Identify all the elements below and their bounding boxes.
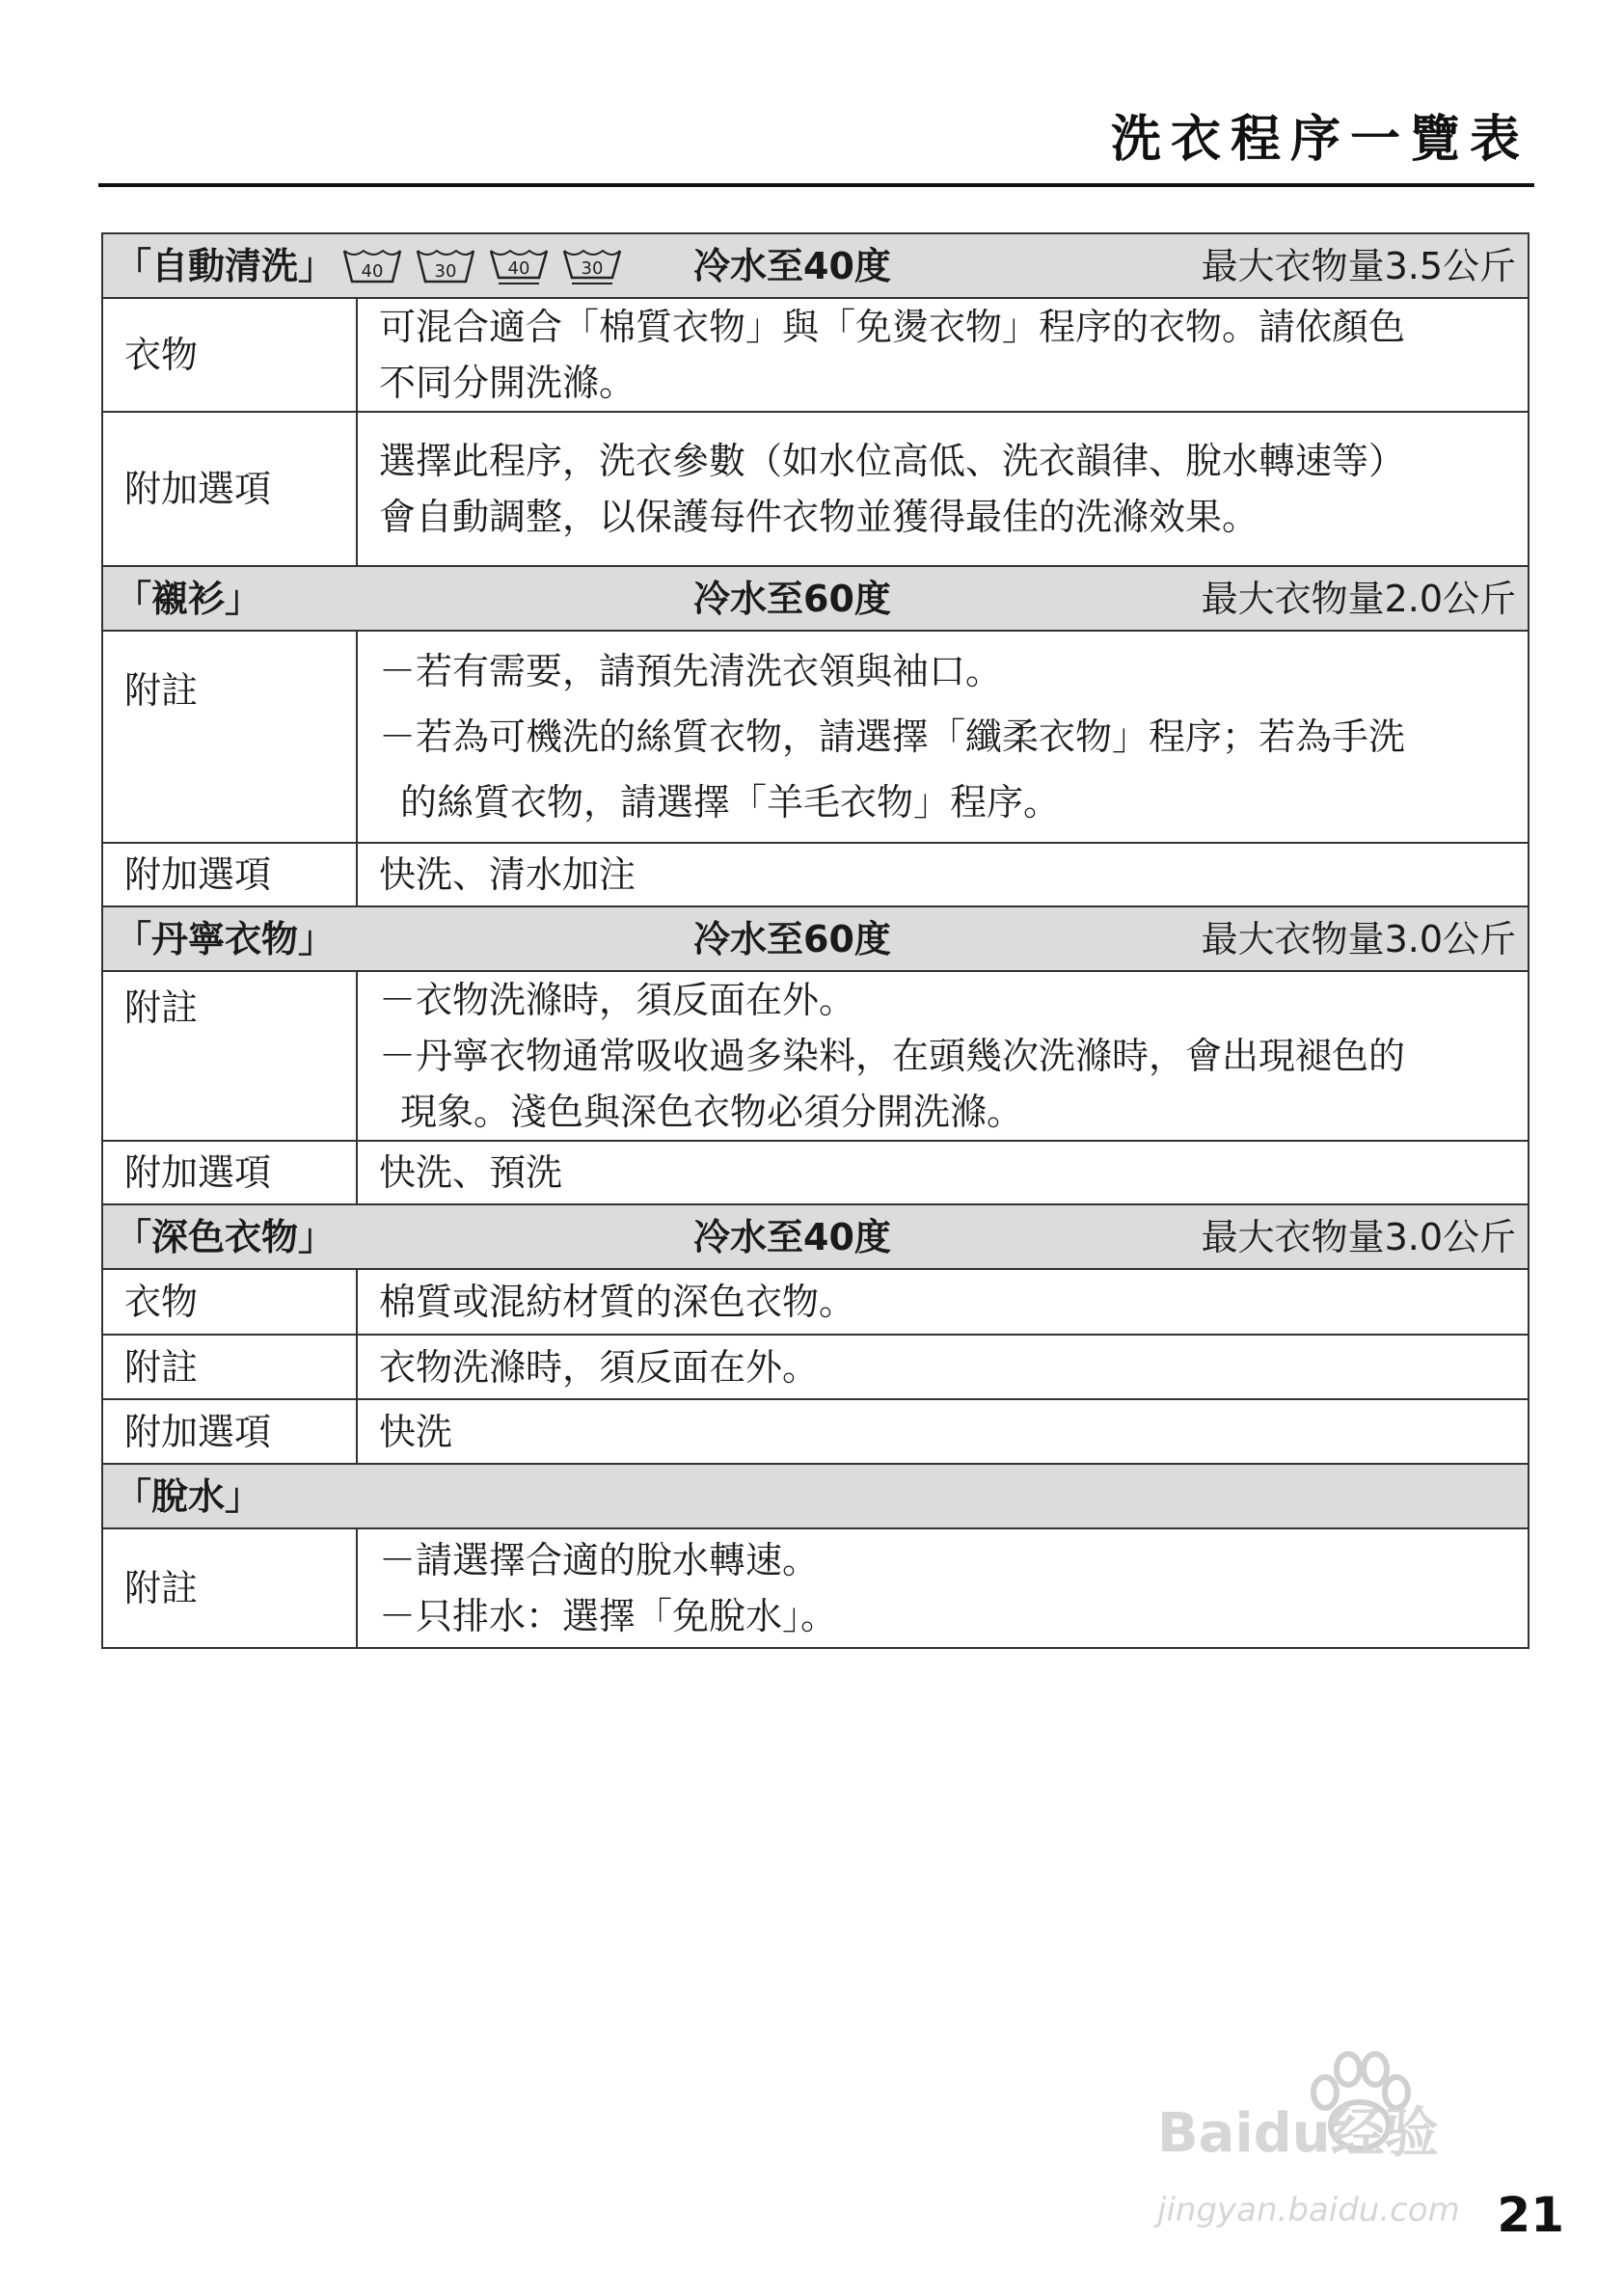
watermark-url: jingyan.baidu.com [1157, 2191, 1460, 2229]
wash-tub-icon [416, 247, 475, 285]
row-label: 衣物 [102, 298, 357, 412]
row-line: 衣物洗滌時，須反面在外。 [379, 1345, 820, 1389]
row-content [357, 298, 1529, 412]
row-line: 選擇此程序，洗衣參數（如水位高低、洗衣韻律、脫水轉速等） [379, 440, 1406, 482]
row-line: －請選擇合適的脫水轉速。 [379, 1539, 820, 1581]
program-name: 「自動清洗」 [115, 244, 336, 287]
program-max-load: 最大衣物量3.5公斤 [1201, 244, 1516, 287]
program-header-spin [102, 1464, 1529, 1528]
row-line: －丹寧衣物通常吸收過多染料，在頭幾次洗滌時，會出現褪色的 [379, 1035, 1406, 1077]
row-line: －若有需要，請預先清洗衣領與袖口。 [379, 650, 1003, 692]
program-row [102, 843, 1529, 906]
row-line: 快洗 [379, 1410, 453, 1453]
row-label: 附加選項 [102, 1141, 357, 1204]
program-row [102, 971, 1529, 1141]
program-temp: 冷水至60度 [693, 917, 891, 960]
row-line: 快洗、清水加注 [379, 853, 636, 896]
svg-text:30: 30 [434, 260, 457, 282]
svg-text:30: 30 [581, 257, 604, 279]
row-label: 附註 [102, 1335, 357, 1399]
program-row [102, 412, 1529, 566]
row-content [357, 1269, 1529, 1335]
program-max-load: 最大衣物量3.0公斤 [1201, 917, 1516, 960]
program-row [102, 1269, 1529, 1335]
row-line: －只排水：選擇「免脫水」。 [379, 1595, 838, 1637]
program-table [101, 232, 1529, 1649]
row-line: 的絲質衣物，請選擇「羊毛衣物」程序。 [400, 781, 1061, 824]
program-temp: 冷水至60度 [693, 577, 891, 620]
program-row [102, 298, 1529, 412]
program-row [102, 631, 1529, 843]
row-label: 附註 [102, 971, 357, 1141]
row-line: －衣物洗滌時，須反面在外。 [379, 979, 856, 1021]
wash-tub-icon [342, 247, 402, 285]
row-content [357, 631, 1529, 843]
row-label: 附加選項 [102, 412, 357, 566]
row-label: 附註 [102, 631, 357, 843]
row-content [357, 1335, 1529, 1399]
row-label: 附加選項 [102, 1399, 357, 1464]
program-name: 「脫水」 [115, 1474, 262, 1518]
wash-tub-gentle-icon [562, 247, 622, 285]
program-name: 「襯衫」 [115, 577, 262, 620]
title-rule [98, 183, 1534, 187]
wash-icons [342, 247, 622, 285]
row-label: 附註 [102, 1528, 357, 1648]
row-content [357, 1399, 1529, 1464]
row-label: 衣物 [102, 1269, 357, 1335]
page-number: 21 [1497, 2187, 1564, 2243]
program-name: 「深色衣物」 [115, 1215, 336, 1258]
row-content [357, 1528, 1529, 1648]
row-content [357, 971, 1529, 1141]
program-max-load: 最大衣物量3.0公斤 [1201, 1215, 1516, 1258]
program-row [102, 1335, 1529, 1399]
program-header-denim [102, 906, 1529, 971]
program-max-load: 最大衣物量2.0公斤 [1201, 577, 1516, 620]
program-row [102, 1528, 1529, 1648]
row-content [357, 412, 1529, 566]
page-title: 洗衣程序一覽表 [1110, 111, 1529, 169]
row-line: 不同分開洗滌。 [379, 362, 636, 404]
wash-tub-gentle-icon [489, 247, 549, 285]
svg-text:40: 40 [507, 257, 530, 279]
row-line: 棉質或混紡材質的深色衣物。 [379, 1281, 856, 1323]
row-content [357, 1141, 1529, 1204]
program-temp: 冷水至40度 [693, 1215, 891, 1258]
row-line: 可混合適合「棉質衣物」與「免燙衣物」程序的衣物。請依顏色 [379, 306, 1406, 348]
program-header-auto [102, 233, 1529, 298]
svg-text:40: 40 [361, 260, 384, 282]
watermark-brand: Baidu经验 [1157, 2102, 1439, 2165]
program-temp: 冷水至40度 [693, 244, 891, 287]
program-row [102, 1399, 1529, 1464]
program-name: 「丹寧衣物」 [115, 917, 336, 960]
program-row [102, 1141, 1529, 1204]
program-header-shirt [102, 566, 1529, 631]
row-line: 快洗、預洗 [379, 1151, 563, 1194]
row-line: 現象。淺色與深色衣物必須分開洗滌。 [400, 1091, 1024, 1133]
row-label: 附加選項 [102, 843, 357, 906]
row-line: 會自動調整，以保護每件衣物並獲得最佳的洗滌效果。 [379, 496, 1259, 538]
program-header-dark [102, 1204, 1529, 1269]
row-line: －若為可機洗的絲質衣物，請選擇「纖柔衣物」程序；若為手洗 [379, 716, 1406, 758]
row-content [357, 843, 1529, 906]
